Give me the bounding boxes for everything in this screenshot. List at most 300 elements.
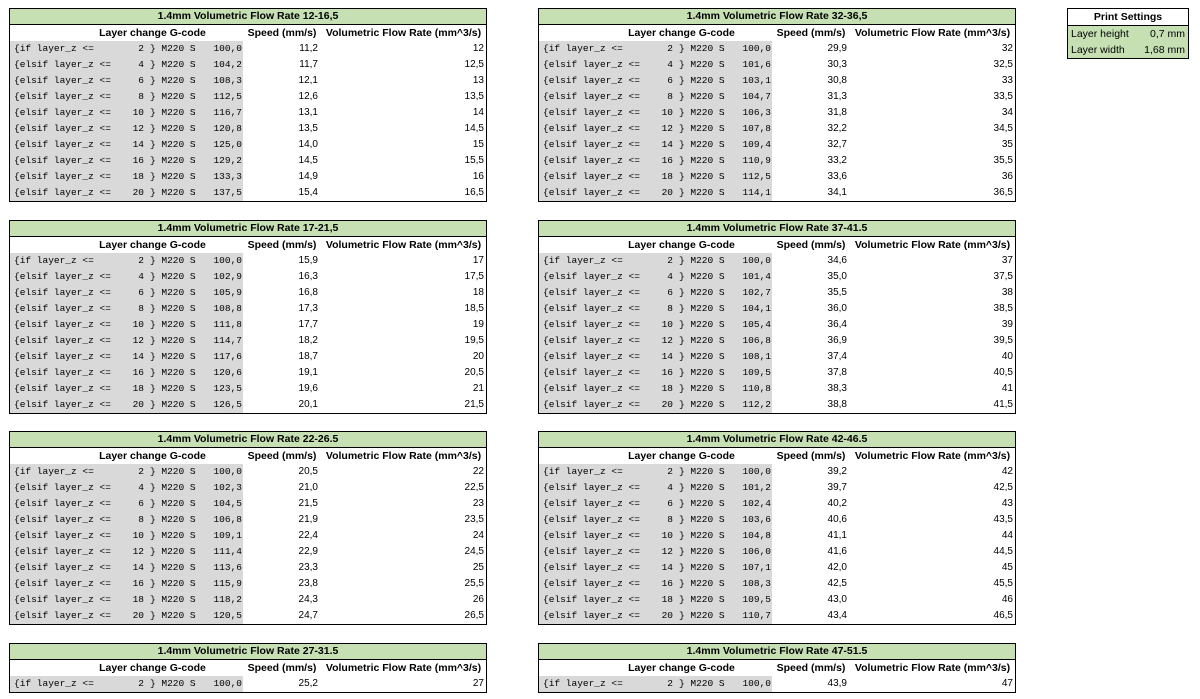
vfr-cell[interactable]: 43,5 bbox=[993, 514, 1013, 525]
layer-z-value: 8 bbox=[138, 303, 144, 314]
layer-z-value: 10 bbox=[132, 319, 144, 330]
table-row bbox=[10, 576, 486, 592]
gcode-command: } M220 S bbox=[150, 530, 196, 541]
speed-cell[interactable]: 30,3 bbox=[827, 59, 847, 70]
gcode-cell[interactable] bbox=[10, 333, 243, 349]
gcode-cell[interactable] bbox=[539, 381, 772, 397]
speed-cell[interactable]: 41,1 bbox=[827, 530, 847, 541]
gcode-cell[interactable] bbox=[539, 285, 772, 301]
vfr-header[interactable]: Volumetric Flow Rate (mm^3/s) bbox=[325, 450, 482, 462]
layer-z-value: 16 bbox=[132, 155, 144, 166]
table-title[interactable]: 1.4mm Volumetric Flow Rate 27-31.5 bbox=[10, 644, 486, 660]
speed-cell[interactable]: 34,6 bbox=[827, 255, 847, 266]
speed-cell[interactable]: 43,0 bbox=[827, 594, 847, 605]
gcode-cell[interactable] bbox=[10, 121, 243, 137]
table-row bbox=[539, 185, 1015, 201]
gcode-command: } M220 S bbox=[150, 155, 196, 166]
speed-cell[interactable]: 13,5 bbox=[298, 123, 318, 134]
vfr-cell[interactable]: 23,5 bbox=[464, 514, 484, 525]
speed-cell[interactable]: 38,8 bbox=[827, 399, 847, 410]
vfr-cell[interactable]: 39 bbox=[1001, 319, 1013, 330]
table-row bbox=[539, 349, 1015, 365]
gcode-command: } M220 S bbox=[679, 498, 725, 509]
table-title[interactable]: 1.4mm Volumetric Flow Rate 42-46.5 bbox=[539, 432, 1015, 448]
gcode-cell[interactable] bbox=[539, 676, 772, 692]
gcode-command: } M220 S bbox=[679, 514, 725, 525]
gcode-cell[interactable] bbox=[539, 121, 772, 137]
speed-cell[interactable]: 42,5 bbox=[827, 578, 847, 589]
gcode-command: } M220 S bbox=[679, 59, 725, 70]
gcode-cell[interactable] bbox=[539, 544, 772, 560]
speed-cell[interactable]: 14,9 bbox=[298, 171, 318, 182]
gcode-cell[interactable] bbox=[539, 317, 772, 333]
gcode-condition: {if layer_z <= bbox=[14, 678, 94, 689]
print-settings-row[interactable] bbox=[1068, 42, 1188, 58]
table-title[interactable]: 1.4mm Volumetric Flow Rate 37-41.5 bbox=[539, 221, 1015, 237]
gcode-command: } M220 S bbox=[150, 335, 196, 346]
vfr-cell[interactable]: 44,5 bbox=[993, 546, 1013, 557]
flow-rate-table bbox=[538, 220, 1016, 414]
gcode-cell[interactable] bbox=[10, 349, 243, 365]
speed-cell[interactable]: 18,2 bbox=[298, 335, 318, 346]
vfr-cell[interactable]: 20 bbox=[472, 351, 484, 362]
vfr-cell[interactable]: 46 bbox=[1001, 594, 1013, 605]
table-row bbox=[10, 301, 486, 317]
vfr-cell[interactable]: 25,5 bbox=[464, 578, 484, 589]
speed-cell[interactable]: 15,4 bbox=[298, 187, 318, 198]
layer-z-value: 10 bbox=[132, 107, 144, 118]
layer-z-value: 12 bbox=[132, 123, 144, 134]
speed-header[interactable]: Speed (mm/s) bbox=[776, 239, 846, 251]
vfr-cell[interactable]: 34 bbox=[1001, 107, 1013, 118]
speed-cell[interactable]: 30,8 bbox=[827, 75, 847, 86]
gcode-command: } M220 S bbox=[150, 139, 196, 150]
speed-cell[interactable]: 13,1 bbox=[298, 107, 318, 118]
gcode-cell[interactable] bbox=[10, 480, 243, 496]
vfr-cell[interactable]: 36 bbox=[1001, 171, 1013, 182]
speed-cell[interactable]: 22,9 bbox=[298, 546, 318, 557]
gcode-cell[interactable] bbox=[10, 73, 243, 89]
gcode-cell[interactable] bbox=[10, 185, 243, 201]
vfr-cell[interactable]: 26,5 bbox=[464, 610, 484, 621]
gcode-cell[interactable] bbox=[10, 397, 243, 413]
speed-factor: 126,5 bbox=[213, 399, 242, 410]
gcode-condition: {elsif layer_z <= bbox=[543, 319, 640, 330]
table-row bbox=[10, 381, 486, 397]
layer-z-value: 10 bbox=[132, 530, 144, 541]
speed-cell[interactable]: 20,5 bbox=[298, 466, 318, 477]
speed-factor: 109,5 bbox=[742, 594, 771, 605]
gcode-command: } M220 S bbox=[679, 319, 725, 330]
vfr-cell[interactable]: 33,5 bbox=[993, 91, 1013, 102]
speed-cell[interactable]: 18,7 bbox=[298, 351, 318, 362]
speed-cell[interactable]: 39,7 bbox=[827, 482, 847, 493]
gcode-command: } M220 S bbox=[150, 498, 196, 509]
speed-cell[interactable]: 14,5 bbox=[298, 155, 318, 166]
speed-cell[interactable]: 21,0 bbox=[298, 482, 318, 493]
gcode-condition: {elsif layer_z <= bbox=[14, 594, 111, 605]
vfr-cell[interactable]: 20,5 bbox=[464, 367, 484, 378]
gcode-command: } M220 S bbox=[150, 43, 196, 54]
vfr-cell[interactable]: 40 bbox=[1001, 351, 1013, 362]
table-title[interactable]: 1.4mm Volumetric Flow Rate 12-16,5 bbox=[10, 9, 486, 25]
vfr-cell[interactable]: 37 bbox=[1001, 255, 1013, 266]
speed-cell[interactable]: 43,9 bbox=[827, 678, 847, 689]
gcode-cell[interactable] bbox=[10, 560, 243, 576]
speed-factor: 102,7 bbox=[742, 287, 771, 298]
gcode-cell[interactable] bbox=[539, 464, 772, 480]
gcode-cell[interactable] bbox=[539, 592, 772, 608]
speed-header[interactable]: Speed (mm/s) bbox=[776, 662, 846, 674]
gcode-header-cell[interactable] bbox=[539, 25, 772, 41]
layer-z-value: 18 bbox=[661, 383, 673, 394]
gcode-command: } M220 S bbox=[150, 303, 196, 314]
vfr-cell[interactable]: 39,5 bbox=[993, 335, 1013, 346]
speed-header[interactable]: Speed (mm/s) bbox=[247, 27, 317, 39]
vfr-cell[interactable]: 35,5 bbox=[993, 155, 1013, 166]
vfr-cell[interactable]: 26 bbox=[472, 594, 484, 605]
gcode-header-cell[interactable] bbox=[539, 448, 772, 464]
table-title[interactable]: 1.4mm Volumetric Flow Rate 47-51.5 bbox=[539, 644, 1015, 660]
gcode-header-cell[interactable] bbox=[10, 237, 243, 253]
vfr-cell[interactable]: 45 bbox=[1001, 562, 1013, 573]
table-row bbox=[539, 480, 1015, 496]
speed-header[interactable]: Speed (mm/s) bbox=[776, 450, 846, 462]
speed-cell[interactable]: 12,6 bbox=[298, 91, 318, 102]
gcode-cell[interactable] bbox=[539, 528, 772, 544]
table-row bbox=[539, 592, 1015, 608]
layer-z-value: 10 bbox=[661, 530, 673, 541]
speed-cell[interactable]: 41,6 bbox=[827, 546, 847, 557]
vfr-cell[interactable]: 47 bbox=[1001, 678, 1013, 689]
gcode-command: } M220 S bbox=[679, 139, 725, 150]
vfr-cell[interactable]: 37,5 bbox=[993, 271, 1013, 282]
speed-cell[interactable]: 20,1 bbox=[298, 399, 318, 410]
speed-cell[interactable]: 38,3 bbox=[827, 383, 847, 394]
gcode-cell[interactable] bbox=[539, 89, 772, 105]
table-row bbox=[10, 285, 486, 301]
speed-cell[interactable]: 11,7 bbox=[299, 59, 318, 70]
vfr-cell[interactable]: 42,5 bbox=[993, 482, 1013, 493]
speed-factor: 104,8 bbox=[742, 530, 771, 541]
gcode-cell[interactable] bbox=[539, 253, 772, 269]
gcode-cell[interactable] bbox=[10, 365, 243, 381]
vfr-cell[interactable]: 19 bbox=[472, 319, 484, 330]
gcode-cell[interactable] bbox=[539, 365, 772, 381]
vfr-cell[interactable]: 41,5 bbox=[993, 399, 1013, 410]
gcode-command: } M220 S bbox=[150, 399, 196, 410]
gcode-cell[interactable] bbox=[10, 381, 243, 397]
gcode-command: } M220 S bbox=[150, 107, 196, 118]
table-row bbox=[539, 317, 1015, 333]
layer-z-value: 12 bbox=[132, 546, 144, 557]
gcode-cell[interactable] bbox=[10, 496, 243, 512]
vfr-cell[interactable]: 16,5 bbox=[464, 187, 484, 198]
vfr-cell[interactable]: 33 bbox=[1001, 75, 1013, 86]
vfr-cell[interactable]: 21 bbox=[472, 383, 484, 394]
vfr-header[interactable]: Volumetric Flow Rate (mm^3/s) bbox=[854, 662, 1011, 674]
flow-rate-table bbox=[538, 431, 1016, 625]
speed-cell[interactable]: 22,4 bbox=[298, 530, 318, 541]
speed-cell[interactable]: 16,8 bbox=[298, 287, 318, 298]
speed-cell[interactable]: 25,2 bbox=[298, 678, 318, 689]
vfr-cell[interactable]: 25 bbox=[472, 562, 484, 573]
vfr-cell[interactable]: 23 bbox=[472, 498, 484, 509]
gcode-cell[interactable] bbox=[539, 608, 772, 624]
gcode-cell[interactable] bbox=[539, 105, 772, 121]
vfr-cell[interactable]: 34,5 bbox=[993, 123, 1013, 134]
gcode-header-cell[interactable] bbox=[539, 660, 772, 676]
speed-cell[interactable]: 21,5 bbox=[298, 498, 318, 509]
vfr-cell[interactable]: 14,5 bbox=[464, 123, 484, 134]
table-row bbox=[10, 253, 486, 269]
table-title[interactable]: 1.4mm Volumetric Flow Rate 17-21,5 bbox=[10, 221, 486, 237]
vfr-cell[interactable]: 22 bbox=[472, 466, 484, 477]
layer-z-value: 6 bbox=[138, 498, 144, 509]
gcode-condition: {elsif layer_z <= bbox=[543, 91, 640, 102]
speed-cell[interactable]: 31,3 bbox=[827, 91, 847, 102]
gcode-cell[interactable] bbox=[10, 253, 243, 269]
gcode-cell[interactable] bbox=[10, 317, 243, 333]
gcode-cell[interactable] bbox=[539, 73, 772, 89]
vfr-cell[interactable]: 17 bbox=[472, 255, 484, 266]
gcode-cell[interactable] bbox=[539, 576, 772, 592]
vfr-cell[interactable]: 27 bbox=[472, 678, 484, 689]
speed-cell[interactable]: 37,4 bbox=[827, 351, 847, 362]
gcode-cell[interactable] bbox=[10, 301, 243, 317]
vfr-cell[interactable]: 32 bbox=[1001, 43, 1013, 54]
vfr-cell[interactable]: 13 bbox=[472, 75, 484, 86]
speed-factor: 106,8 bbox=[213, 514, 242, 525]
gcode-cell[interactable] bbox=[10, 137, 243, 153]
gcode-cell[interactable] bbox=[539, 560, 772, 576]
gcode-condition: {elsif layer_z <= bbox=[543, 75, 640, 86]
vfr-cell[interactable]: 19,5 bbox=[464, 335, 484, 346]
gcode-command: } M220 S bbox=[150, 351, 196, 362]
speed-cell[interactable]: 33,6 bbox=[827, 171, 847, 182]
gcode-condition: {elsif layer_z <= bbox=[14, 399, 111, 410]
speed-factor: 104,2 bbox=[213, 59, 242, 70]
gcode-cell[interactable] bbox=[10, 41, 243, 57]
gcode-command: } M220 S bbox=[679, 578, 725, 589]
gcode-cell[interactable] bbox=[10, 592, 243, 608]
speed-factor: 108,3 bbox=[742, 578, 771, 589]
speed-cell[interactable]: 17,3 bbox=[298, 303, 318, 314]
speed-header[interactable]: Speed (mm/s) bbox=[776, 27, 846, 39]
layer-z-value: 14 bbox=[132, 351, 144, 362]
speed-header[interactable]: Speed (mm/s) bbox=[247, 450, 317, 462]
speed-factor: 104,1 bbox=[742, 303, 771, 314]
gcode-cell[interactable] bbox=[539, 269, 772, 285]
gcode-cell[interactable] bbox=[539, 41, 772, 57]
speed-cell[interactable]: 17,7 bbox=[298, 319, 318, 330]
gcode-cell[interactable] bbox=[539, 496, 772, 512]
speed-cell[interactable]: 40,2 bbox=[827, 498, 847, 509]
layer-z-value: 12 bbox=[661, 335, 673, 346]
vfr-cell[interactable]: 16 bbox=[472, 171, 484, 182]
table-header-row bbox=[10, 448, 486, 464]
gcode-header-cell[interactable] bbox=[539, 237, 772, 253]
vfr-cell[interactable]: 14 bbox=[472, 107, 484, 118]
speed-cell[interactable]: 36,4 bbox=[827, 319, 847, 330]
speed-cell[interactable]: 32,2 bbox=[827, 123, 847, 134]
speed-cell[interactable]: 33,2 bbox=[827, 155, 847, 166]
speed-cell[interactable]: 42,0 bbox=[827, 562, 847, 573]
speed-factor: 107,8 bbox=[742, 123, 771, 134]
speed-cell[interactable]: 40,6 bbox=[827, 514, 847, 525]
vfr-cell[interactable]: 15 bbox=[472, 139, 484, 150]
speed-cell[interactable]: 29,9 bbox=[827, 43, 847, 54]
speed-header[interactable]: Speed (mm/s) bbox=[247, 662, 317, 674]
vfr-cell[interactable]: 24 bbox=[472, 530, 484, 541]
vfr-cell[interactable]: 35 bbox=[1001, 139, 1013, 150]
gcode-condition: {elsif layer_z <= bbox=[14, 91, 111, 102]
vfr-cell[interactable]: 22,5 bbox=[464, 482, 484, 493]
gcode-header-cell[interactable] bbox=[10, 25, 243, 41]
gcode-cell[interactable] bbox=[539, 512, 772, 528]
vfr-cell[interactable]: 43 bbox=[1001, 498, 1013, 509]
speed-cell[interactable]: 16,3 bbox=[298, 271, 318, 282]
vfr-header[interactable]: Volumetric Flow Rate (mm^3/s) bbox=[854, 27, 1011, 39]
gcode-cell[interactable] bbox=[10, 464, 243, 480]
gcode-cell[interactable] bbox=[10, 512, 243, 528]
gcode-cell[interactable] bbox=[539, 301, 772, 317]
gcode-cell[interactable] bbox=[10, 169, 243, 185]
speed-cell[interactable]: 11,2 bbox=[299, 43, 318, 54]
gcode-cell[interactable] bbox=[10, 544, 243, 560]
speed-cell[interactable]: 34,1 bbox=[827, 187, 847, 198]
vfr-cell[interactable]: 46,5 bbox=[993, 610, 1013, 621]
vfr-cell[interactable]: 44 bbox=[1001, 530, 1013, 541]
table-row bbox=[539, 73, 1015, 89]
vfr-cell[interactable]: 13,5 bbox=[464, 91, 484, 102]
speed-cell[interactable]: 36,0 bbox=[827, 303, 847, 314]
speed-factor: 101,6 bbox=[742, 59, 771, 70]
speed-cell[interactable]: 24,3 bbox=[298, 594, 318, 605]
speed-cell[interactable]: 23,8 bbox=[298, 578, 318, 589]
print-settings-row[interactable] bbox=[1068, 26, 1188, 42]
gcode-cell[interactable] bbox=[539, 153, 772, 169]
vfr-cell[interactable]: 38 bbox=[1001, 287, 1013, 298]
gcode-cell[interactable] bbox=[10, 576, 243, 592]
layer-z-value: 8 bbox=[667, 514, 673, 525]
gcode-cell[interactable] bbox=[10, 269, 243, 285]
vfr-cell[interactable]: 17,5 bbox=[464, 271, 484, 282]
gcode-cell[interactable] bbox=[539, 169, 772, 185]
speed-factor: 111,8 bbox=[213, 319, 242, 330]
speed-factor: 104,5 bbox=[213, 498, 242, 509]
gcode-condition: {elsif layer_z <= bbox=[14, 107, 111, 118]
gcode-command: } M220 S bbox=[679, 43, 725, 54]
vfr-cell[interactable]: 15,5 bbox=[464, 155, 484, 166]
speed-cell[interactable]: 14,0 bbox=[298, 139, 318, 150]
speed-cell[interactable]: 19,6 bbox=[298, 383, 318, 394]
speed-cell[interactable]: 23,3 bbox=[298, 562, 318, 573]
vfr-cell[interactable]: 21,5 bbox=[464, 399, 484, 410]
gcode-cell[interactable] bbox=[539, 349, 772, 365]
vfr-header[interactable]: Volumetric Flow Rate (mm^3/s) bbox=[854, 450, 1011, 462]
vfr-cell[interactable]: 24,5 bbox=[464, 546, 484, 557]
gcode-condition: {if layer_z <= bbox=[14, 466, 94, 477]
speed-cell[interactable]: 12,1 bbox=[298, 75, 318, 86]
gcode-cell[interactable] bbox=[10, 285, 243, 301]
table-title[interactable]: 1.4mm Volumetric Flow Rate 22-26.5 bbox=[10, 432, 486, 448]
vfr-header[interactable]: Volumetric Flow Rate (mm^3/s) bbox=[325, 27, 482, 39]
vfr-cell[interactable]: 45,5 bbox=[993, 578, 1013, 589]
gcode-cell[interactable] bbox=[10, 105, 243, 121]
layer-z-value: 2 bbox=[138, 43, 144, 54]
vfr-cell[interactable]: 38,5 bbox=[993, 303, 1013, 314]
gcode-cell[interactable] bbox=[10, 153, 243, 169]
speed-cell[interactable]: 35,5 bbox=[827, 287, 847, 298]
speed-cell[interactable]: 36,9 bbox=[827, 335, 847, 346]
vfr-cell[interactable]: 42 bbox=[1001, 466, 1013, 477]
vfr-cell[interactable]: 12 bbox=[472, 43, 484, 54]
table-title[interactable]: 1.4mm Volumetric Flow Rate 32-36,5 bbox=[539, 9, 1015, 25]
layer-z-value: 20 bbox=[132, 610, 144, 621]
vfr-cell[interactable]: 32,5 bbox=[993, 59, 1013, 70]
vfr-cell[interactable]: 36,5 bbox=[993, 187, 1013, 198]
gcode-cell[interactable] bbox=[10, 608, 243, 624]
vfr-header[interactable]: Volumetric Flow Rate (mm^3/s) bbox=[325, 662, 482, 674]
gcode-command: } M220 S bbox=[150, 594, 196, 605]
speed-factor: 102,3 bbox=[213, 482, 242, 493]
table-row bbox=[539, 397, 1015, 413]
speed-factor: 112,5 bbox=[742, 171, 771, 182]
vfr-cell[interactable]: 12,5 bbox=[464, 59, 484, 70]
gcode-cell[interactable] bbox=[539, 57, 772, 73]
gcode-cell[interactable] bbox=[539, 333, 772, 349]
gcode-cell[interactable] bbox=[10, 676, 243, 692]
gcode-cell[interactable] bbox=[10, 89, 243, 105]
flow-rate-table bbox=[9, 220, 487, 414]
gcode-header: Layer change G-code bbox=[99, 662, 206, 674]
speed-cell[interactable]: 37,8 bbox=[827, 367, 847, 378]
gcode-cell[interactable] bbox=[539, 185, 772, 201]
layer-z-value: 2 bbox=[138, 678, 144, 689]
vfr-header[interactable]: Volumetric Flow Rate (mm^3/s) bbox=[325, 239, 482, 251]
gcode-cell[interactable] bbox=[10, 57, 243, 73]
vfr-cell[interactable]: 41 bbox=[1001, 383, 1013, 394]
table-header-row bbox=[539, 237, 1015, 253]
gcode-condition: {elsif layer_z <= bbox=[543, 335, 640, 346]
speed-cell[interactable]: 35,0 bbox=[827, 271, 847, 282]
gcode-cell[interactable] bbox=[539, 480, 772, 496]
speed-cell[interactable]: 31,8 bbox=[827, 107, 847, 118]
table-row bbox=[539, 269, 1015, 285]
gcode-header-cell[interactable] bbox=[10, 448, 243, 464]
speed-cell[interactable]: 15,9 bbox=[298, 255, 318, 266]
speed-cell[interactable]: 43,4 bbox=[827, 610, 847, 621]
speed-cell[interactable]: 39,2 bbox=[827, 466, 847, 477]
table-row bbox=[539, 676, 1015, 692]
speed-cell[interactable]: 32,7 bbox=[827, 139, 847, 150]
vfr-cell[interactable]: 18 bbox=[472, 287, 484, 298]
gcode-header-cell[interactable] bbox=[10, 660, 243, 676]
speed-cell[interactable]: 24,7 bbox=[298, 610, 318, 621]
vfr-cell[interactable]: 40,5 bbox=[993, 367, 1013, 378]
gcode-cell[interactable] bbox=[539, 397, 772, 413]
gcode-cell[interactable] bbox=[539, 137, 772, 153]
vfr-header[interactable]: Volumetric Flow Rate (mm^3/s) bbox=[854, 239, 1011, 251]
speed-header[interactable]: Speed (mm/s) bbox=[247, 239, 317, 251]
speed-cell[interactable]: 19,1 bbox=[298, 367, 318, 378]
vfr-cell[interactable]: 18,5 bbox=[464, 303, 484, 314]
gcode-condition: {if layer_z <= bbox=[14, 255, 94, 266]
print-settings-title[interactable]: Print Settings bbox=[1068, 9, 1188, 26]
speed-cell[interactable]: 21,9 bbox=[298, 514, 318, 525]
gcode-cell[interactable] bbox=[10, 528, 243, 544]
